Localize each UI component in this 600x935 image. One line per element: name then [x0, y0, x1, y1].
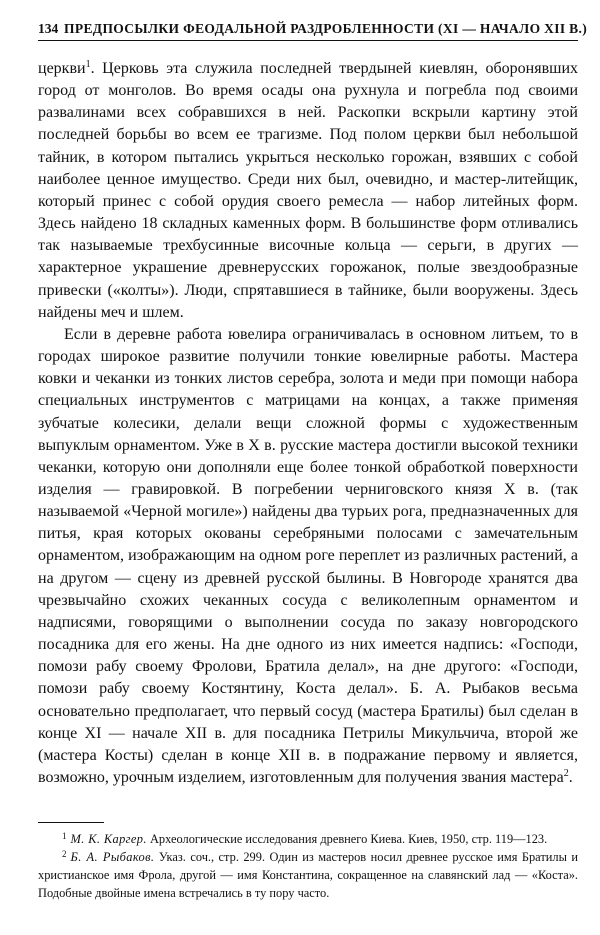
- footnote-2-mark: 2: [62, 849, 67, 860]
- footnote-ref-2[interactable]: 2: [563, 768, 569, 779]
- footnote-divider: [38, 822, 104, 823]
- paragraph-2-text: Если в деревне работа ювелира ограничивалась в основном литьем, то в городах широкое развитие получили тонкие ювелирные работы. Мастера ковки и чеканки из тонких листов серебра, золота и меди при помощи набора специальных инструментов с матрицами на концах, а также применяя зубчатые колесики, делали вещи сложной формы с художественным выпуклым орнаментом. Уже в X в. русские мастера достигли высокой техники чеканки, которую они дополняли еще более тонкой обработкой поверхности изделия — гравировкой. В погребении черниговского князя X в. (так называемой «Черной могиле») найдены два турьих рога, предназначенных для питья, края которых окованы серебряными полосами с замечательным орнаментом, изображающим на одном роге переплет из различных растений, а на другом — сцену из древней русской былины. В Новгороде хранятся два чрезвычайно схожих чеканных сосуда с великолепным орнаментом и надписями, говорящими о выполнении сосуда по заказу новгородского посадника для его жены. На дне одного из них имеется надпись: «Господи, помози рабу своему Фролови, Братила делал», на дне другого: «Господи, помози рабу своему Костянтину, Коста делал». Б. А. Рыбаков весьма основательно предполагает, что первый сосуд (мастера Братилы) был сделан в конце XI — начале XII в. для посадника Петрилы Микульчича, второй же (мастера Косты) сделан в конце XII в. в подражание первому и является, возможно, урочным изделием, изготовленным для получения звания мастера: [38, 325, 578, 786]
- paragraph-2-end: .: [568, 769, 573, 786]
- paragraph-2: [38, 324, 578, 789]
- footnote-1: [38, 830, 578, 848]
- footnotes: [38, 830, 578, 902]
- paragraph-1-start: церкви: [38, 60, 86, 77]
- running-head-title: ПРЕДПОСЫЛКИ ФЕОДАЛЬНОЙ РАЗДРОБЛЕННОСТИ (XI — НАЧАЛО XII В.): [64, 21, 588, 36]
- body-text: [38, 58, 578, 789]
- footnote-1-mark: 1: [62, 831, 67, 841]
- paragraph-1-text: . Церковь эта служила последней твердыней киевлян, оборонявших город от монголов. Во время осады она рухнула и погребла под своими развалинами всех собравшихся в ней. Раскопки вскрыли картину этой последней борьбы во всем ее трагизме. Под полом церкви был небольшой тайник, в котором пытались укрыться несколько горожан, взявших с собой наиболее ценное имущество. Среди них был, очевидно, и мастер-литейщик, который принес с собой орудия своего ремесла — набор литейных форм. Здесь найдено 18 складных каменных форм. В большинстве форм отливались так называемые трехбусинные височные кольца — серьги, в других — характерное украшение древнерусских горожанок, полые звездообразные привески («колты»). Люди, спрятавшиеся в тайнике, были вооружены. Здесь найдены меч и шлем.: [38, 60, 578, 321]
- footnote-ref-1[interactable]: 1: [85, 59, 91, 70]
- book-page: [38, 18, 588, 901]
- running-head: [38, 18, 588, 41]
- footnote-2-text: Указ. соч., стр. 299. Один из мастеров носил древнее русское имя Братилы и христианское имя Фрола, другой — имя Константина, сокращенное на славянский лад — «Коста». Подобные двойные имена встречались в ту пору часто.: [38, 850, 578, 901]
- footnote-1-text: Археологические исследования древнего Киева. Киев, 1950, стр. 119—123.: [146, 832, 548, 846]
- page-number: 134: [38, 21, 59, 36]
- paragraph-1: [38, 58, 578, 324]
- footnote-2: [38, 848, 578, 902]
- footnote-1-author: М. К. Каргер.: [70, 832, 147, 846]
- footnote-2-author: Б. А. Рыбаков.: [70, 850, 155, 865]
